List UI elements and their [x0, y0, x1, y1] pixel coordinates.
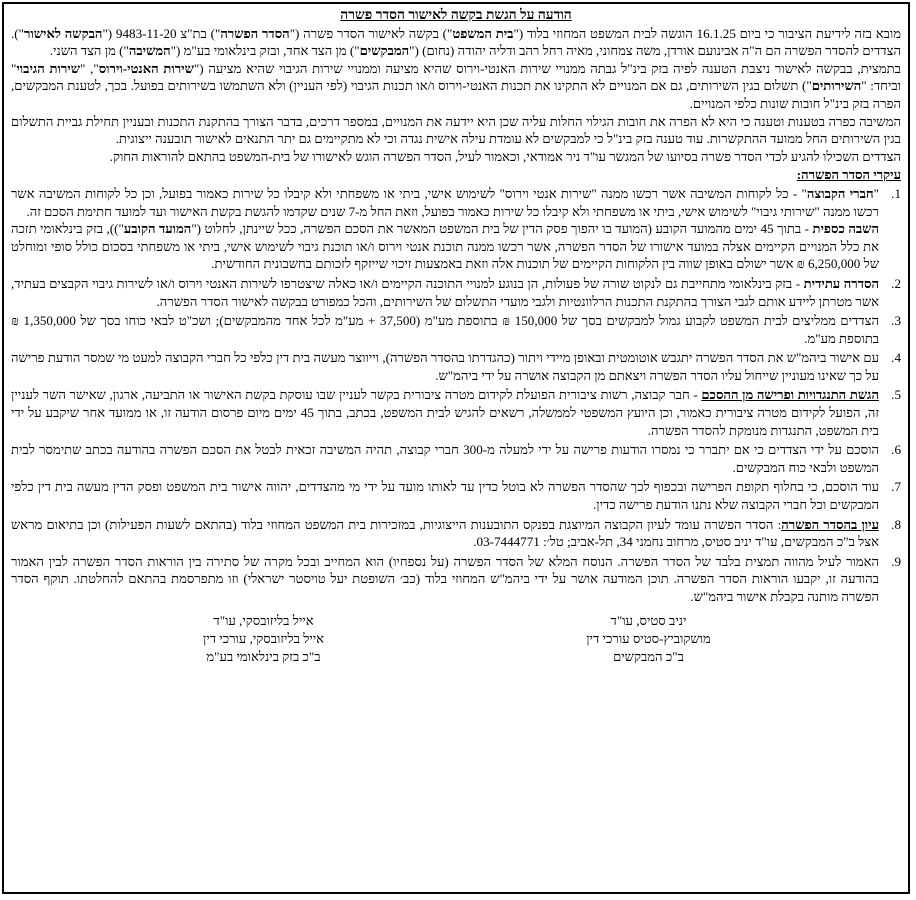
settlement-term-item	[11, 185, 901, 273]
signature	[519, 612, 779, 666]
mediation-paragraph: הצדדים השכילו להגיע לכדי הסדר פשרה בסיועו של המגשר עו"ד ניר אמודאי, וכאמור לעיל, הסדר הפשרה הוגש לאישורו של בית-המשפט בהתאם להוראות החוק.	[109, 148, 901, 164]
signature-block	[11, 612, 901, 666]
item-text: הסדרה עתידית - בזק בינלאומי מתחייבת גם לנקוט שורה של פעולות, הן בנוגע למנויי התוכנה הקיימים ו/או כאלה שיצטרפו לשירות האנטי וירוס ו/או לשירות גיבוי הקבצים בעתיד, אשר מטרתן ליידע אותם לגבי הצורך בהתקנת התכנות הרלוונטיות ולגבי מועדי התשלום של השירותים, והכל כמפורט בבקשה לאישור הסדר הפשרה.	[11, 275, 879, 309]
defined-term: המבקשים	[359, 43, 410, 59]
item-text: עם אישור ביהמ"ש את הסדר הפשרה יתגבש אוטומטית ובאופן מיידי ויתור (כהגדרתו בהסדר הפשרה), וייווצר מעשה בית דין כלפי כל חברי הקבוצה למעט מי שמסר הודעת פרישה על כך שאינו מעוניין שייחול עליו הסדר הפשרה ויצאתם מן הקבוצה אושרה על ידי ביהמ"ש.	[11, 350, 879, 383]
defense-paragraph: המשיבה כפרה בטענות וטענה כי היא לא הפרה את חובות הגילוי החלות עליה שכן היא יידעה את המנויים, במספר דרכים, בדבר הצורך בהתקנת התכנות ובעניין תחילת גביית התשלום בגין השירותים החל ממועד ההתקשרות. עוד טענה בזק בינ"ל כי למבקשים לא עומדת עילה אישית נגדה וכי לא מתקיימים גם יתר התנאים לאישור תובענה ייצוגית.	[11, 113, 901, 147]
item-text: הוסכם על ידי הצדדים כי אם יתברר כי נמסרו הודעות פרישה על ידי למעלה מ-300 חברי קבוצה, תהיה המשיבה זכאית לבטל את הסכם הפשרה בהודעה בכתב שתימסר לבית המשפט ולבאי כוח המבקשים.	[11, 442, 879, 475]
item-number: 4.	[891, 350, 901, 366]
settlement-term-item	[11, 312, 901, 347]
item-subparagraph: השבה כספית - בתוך 45 ימים מהמועד הקובע (המועד בו יהפוך פסק הדין של בית המשפט המאשר את הסכם הפשרה, ככל שיינתן, לחלוט ("המועד הקובע")), בזק בינלאומי תזכה את כלל המנויים הקיימים אצלה במועד אישורו של הסדר הפשרה, אשר רכשו ממנה תוכנת אנטי וירוס ו/או תוכנת גיבוי לשימוש אישי, ביתי או משפחתי בסכום כולל סופי ומוחלט של 6,250,000 ₪ אשר ישולם באופן שווה בין הלקוחות הקיימים של תוכנות אלה וזאת באמצעות זיכוי שייזקף לזכותם בחשבונית החודשית.	[11, 221, 880, 272]
signature-line: ב"כ בזק בינלאומי בע"מ	[206, 648, 321, 664]
signature-line: יניב סטיס, עו"ד	[610, 612, 687, 628]
item-text: הגשת התנגדויות ופרישה מן ההסכם - חבר קבוצה, רשות ציבורית הפועלת לקידום מטרה ציבורית בקשר לעניין שבו עוסקת בקשת האישור או התביעה, ארגון, שאישר השר לעניין זה, הפועל לקידום מטרה ציבורית כאמור, וכן היועץ המשפטי לממשלה, רשאים להגיש לבית המשפט, בכתב, בתוך 45 ימים מיום פרסום הודעה זו, או ממועד אחר שיקבע על ידי בית המשפט, התנגדות מנומקת להסדר הפשרה.	[11, 387, 880, 438]
settlement-term-item	[11, 349, 901, 384]
legal-notice	[2, 2, 910, 894]
settlement-term-item	[11, 516, 901, 551]
item-number: 8.	[891, 516, 901, 532]
defined-term: המועד הקובע	[123, 221, 192, 237]
item-number: 3.	[891, 313, 901, 329]
settlement-terms-list	[11, 185, 901, 606]
defined-term: השירותים	[811, 78, 862, 94]
defined-term: הגשת התנגדויות ופרישה מן ההסכם	[701, 387, 879, 403]
item-text: הצדדים ממליצים לבית המשפט לקבוע גמול למבקשים בסך של 150,000 ₪ בתוספת מע"מ (37,500 + מע"מ לכל אחד מהמבקשים); ושכ"ט לבאי כוחו בסך של 1,350,000 ₪ בתוספת מע"מ.	[11, 313, 879, 346]
signature	[134, 612, 394, 666]
item-number: 9.	[891, 553, 901, 569]
item-number: 5.	[891, 387, 901, 403]
settlement-term-item	[11, 553, 901, 606]
settlement-term-item	[11, 478, 901, 513]
signature-line: ב"כ המבקשים	[613, 648, 684, 664]
defined-term: הסדרה עתידית	[803, 275, 879, 291]
claim-paragraph: בתמצית, בבקשה לאישור ניצבת הטענה לפיה בזק בינ"ל גבתה ממנויי שירות האנטי-וירוס שהיא מציעה וממנויי שירות הגיבוי שהיא מציעה ("שירות האנטי-וירוס", "שירות הגיבוי" וביחד: "השירותים") תשלום בגין השירותים, גם אם המנויים לא התקינו את תכנות האנטי-וירוס ו/או תכנות הגיבוי (לפי העניין) ולא השתמשו בשירותים בפועל. בכך, לטענת המבקשים, הפרה בזק בינ"ל חובות שונות כלפי המנויים.	[11, 60, 902, 111]
defined-term: חברי הקבוצה	[806, 185, 874, 201]
defined-term: שירות הגיבוי	[16, 60, 80, 76]
notice-title: הודעה על הגשת בקשה לאישור הסדר פשרה	[340, 7, 572, 22]
signature-line: מושקוביץ-סטיס עורכי דין	[586, 630, 711, 646]
item-number: 1.	[891, 185, 901, 201]
signature-line: אייל בליזובסקי, עורכי דין	[202, 630, 325, 646]
item-number: 2.	[891, 275, 901, 291]
item-text: עוד הוסכם, כי בחלוף תקופת הפרישה ובכפוף לכך שהסדר הפשרה לא בוטל כדין עד לאותו מועד על ידי מי מהצדדים, יהווה אישור בית המשפט ופסק הדין מעשה בית דין כלפי המבקשים וכל חברי הקבוצה שלא נתנו הודעת פרישה כדין.	[11, 479, 879, 513]
settlement-term-item	[11, 441, 901, 476]
defined-term: שירות האנטי-וירוס	[98, 60, 194, 76]
item-text: "חברי הקבוצה" - כל לקוחות המשיבה אשר רכשו ממנה "שירות אנטי וירוס" לשימוש אישי, ביתי או משפחתי ולא קיבלו כל שירות כאמור בפועל, וכן כל לקוחות המשיבה אשר רכשו ממנה "שירותי גיבוי" לשימוש אישי, ביתי או משפחתי ולא קיבלו כל שירות כאמור בפועל, וזאת החל מ-7 שנים שקדמו להגשת בקשת האישור ועד למועד חתימת הסכם זה. השבה כספית - בתוך 45 ימים מהמועד הקובע (המועד בו יהפוך פסק הדין של בית המשפט המאשר את הסכם הפשרה, ככל שיינתן, לחלוט ("המועד הקובע")), בזק בינלאומי תזכה את כלל המנויים הקיימים אצלה במועד אישורו של הסדר הפשרה, אשר רכשו ממנה תוכנת אנטי וירוס ו/או תוכנת גיבוי לשימוש אישי, ביתי או משפחתי בסכום כולל סופי ומוחלט של 6,250,000 ₪ אשר ישולם באופן שווה בין הלקוחות הקיימים של תוכנות אלה וזאת באמצעות זיכוי שייזקף לזכותם בחשבונית החודשית.	[11, 185, 880, 272]
item-text: האמור לעיל מהווה תמצית בלבד של הסדר הפשרה. הנוסח המלא של הסדר הפשרה (על נספחיו) הוא המחייב ובכל מקרה של סתירה בין הוראות הסדר הפשרה לבין האמור בהודעה זו, יקבעו הוראות הסדר הפשרה. תוכן המודעה אושר על ידי ביהמ"ש המחוזי בלוד (כב׳ השופטת יעל טויסטר ישראלי) וזו מתפרסמת בהתאם להחלטתו. תוקף הסדר הפשרה מותנה בקבלת אישור ביהמ"ש.	[11, 553, 879, 604]
defined-term: הסדר הפשרה	[220, 25, 290, 41]
defined-term: עיון בהסדר הפשרה	[781, 516, 879, 532]
item-text: עיון בהסדר הפשרה: הסדר הפשרה עומד לעיון הקבוצה המיוצגת בפנקס התובענות הייצוגיות, במזכירות בית המשפט המחוזי בלוד (בהתאם לשעות הפעילות) וכן בתיאום מראש אצל ב"כ המבקשים, עו"ד יניב סטיס, מרחוב נחמני 34, תל-אביב; טל׳: 03-7444771.	[11, 516, 879, 550]
defined-term: הבקשה לאישור	[23, 25, 103, 41]
defined-term: השבה כספית	[812, 221, 880, 237]
defined-term: בית המשפט	[452, 25, 514, 41]
main-terms-heading: עיקרי הסדר הפשרה:	[796, 167, 901, 183]
item-number: 6.	[891, 442, 901, 458]
defined-term: המשיבה	[128, 43, 171, 59]
signature-line: אייל בליזובסקי, עו"ד	[213, 612, 314, 628]
intro-paragraph: מובא בזה לידיעת הציבור כי ביום 16.1.25 הוגשה לבית המשפט המחוזי בלוד ("בית המשפט") בקשה לאישור הסדר פשרה ("הסדר הפשרה") בת"צ 9483-11-20 ("הבקשה לאישור"). הצדדים להסדר הפשרה הם ה"ה אבינועם אורדן, משה צמחוני, מאיה רחל רהב ודליה יהודה (נחום) ("המבקשים") מן הצד אחד, ובזק בינלאומי בע"מ ("המשיבה") מן הצד השני.	[11, 25, 901, 59]
item-number: 7.	[891, 479, 901, 495]
settlement-term-item	[11, 275, 901, 310]
settlement-term-item	[11, 386, 901, 439]
